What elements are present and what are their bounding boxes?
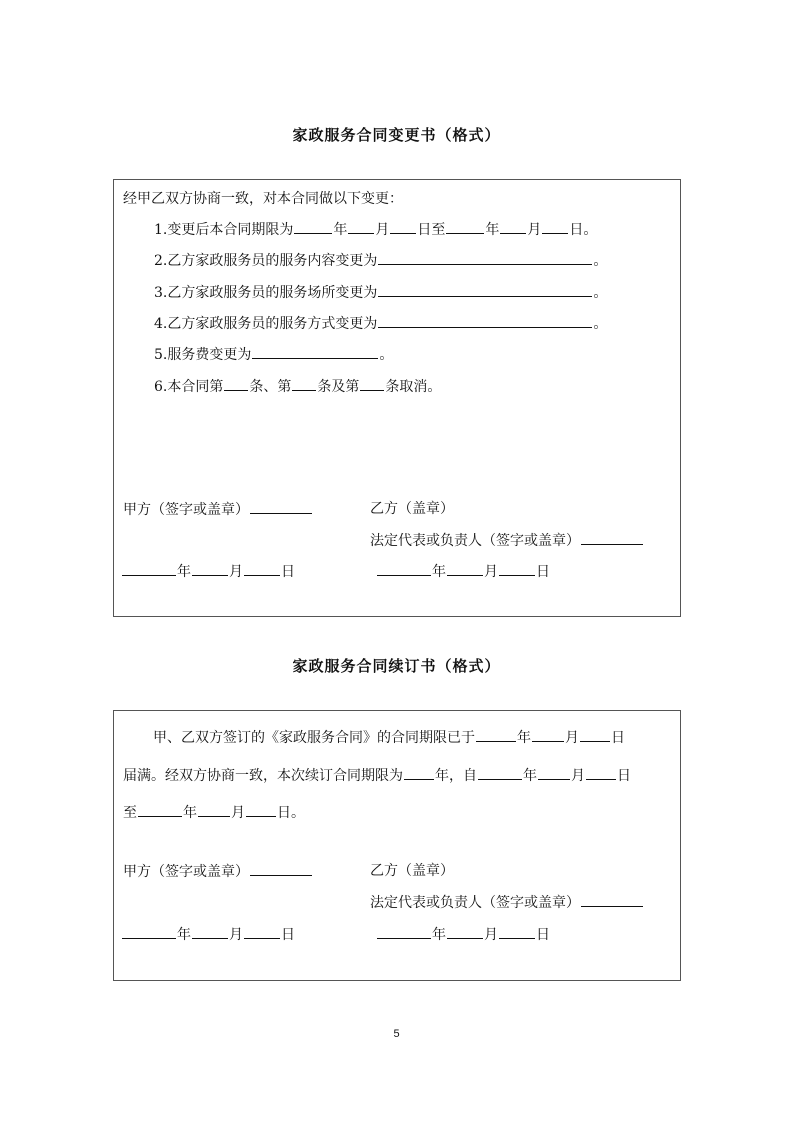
- renew-paragraph-1: 甲、乙双方签订的《家政服务合同》的合同期限已于 年 月 日: [153, 730, 625, 746]
- renew-end-day-blank[interactable]: [246, 803, 276, 817]
- renew-start-month-blank[interactable]: [538, 766, 570, 780]
- change-item-1: 1.变更后本合同期限为 年 月 日至 年 月 日。: [154, 222, 598, 238]
- renew-party-a-signature-blank[interactable]: [250, 862, 312, 876]
- start-month-blank[interactable]: [348, 220, 374, 234]
- party-b-month-blank[interactable]: [447, 562, 483, 576]
- renew-end-month-blank[interactable]: [198, 803, 230, 817]
- renew-party-b-month-blank[interactable]: [447, 925, 483, 939]
- clause-3-blank[interactable]: [360, 377, 384, 391]
- party-a-day-blank[interactable]: [244, 562, 280, 576]
- renew-start-day-blank[interactable]: [586, 766, 616, 780]
- renew-party-b-day-blank[interactable]: [499, 925, 535, 939]
- party-a-signature-blank[interactable]: [250, 500, 312, 514]
- renew-title: 家政服务合同续订书（格式）: [292, 657, 501, 675]
- clause-1-blank[interactable]: [224, 377, 248, 391]
- renew-rep: 法定代表或负责人（签字或盖章）: [370, 893, 644, 912]
- change-item-2: 2.乙方家政服务员的服务内容变更为 。: [154, 253, 608, 269]
- change-party-a-date: 年 月 日: [121, 562, 295, 581]
- renew-paragraph-3: 至 年 月 日。: [123, 805, 305, 821]
- clause-2-blank[interactable]: [292, 377, 316, 391]
- change-item-3: 3.乙方家政服务员的服务场所变更为 。: [154, 285, 608, 301]
- expire-year-blank[interactable]: [476, 728, 516, 742]
- change-rep: 法定代表或负责人（签字或盖章）: [370, 531, 644, 550]
- expire-day-blank[interactable]: [580, 728, 610, 742]
- end-month-blank[interactable]: [500, 220, 526, 234]
- renew-paragraph-2: 届满。经双方协商一致，本次续订合同期限为 年，自 年 月 日: [123, 768, 631, 784]
- renew-party-a-date: 年 月 日: [121, 925, 295, 944]
- service-fee-blank[interactable]: [252, 345, 378, 359]
- change-party-a: 甲方（签字或盖章）: [123, 500, 313, 519]
- service-place-blank[interactable]: [378, 283, 592, 297]
- party-a-year-blank[interactable]: [122, 562, 176, 576]
- expire-month-blank[interactable]: [532, 728, 564, 742]
- renew-rep-signature-blank[interactable]: [581, 893, 643, 907]
- renew-party-b-year-blank[interactable]: [377, 925, 431, 939]
- renew-start-year-blank[interactable]: [478, 766, 522, 780]
- renew-form-box: [113, 710, 681, 981]
- page-number: 5: [393, 1028, 400, 1040]
- change-item-4: 4.乙方家政服务员的服务方式变更为 。: [154, 316, 608, 332]
- start-year-blank[interactable]: [294, 220, 332, 234]
- renew-party-a: 甲方（签字或盖章）: [123, 862, 313, 881]
- change-party-b-date: 年 月 日: [376, 562, 550, 581]
- renew-term-blank[interactable]: [404, 766, 434, 780]
- change-intro: 经甲乙双方协商一致，对本合同做以下变更：: [123, 191, 403, 207]
- change-item-5: 5.服务费变更为 。: [154, 347, 394, 363]
- change-item-6: 6.本合同第 条、第 条及第 条取消。: [154, 379, 442, 395]
- change-title: 家政服务合同变更书（格式）: [292, 126, 501, 144]
- change-form-box: [113, 179, 681, 617]
- party-b-year-blank[interactable]: [377, 562, 431, 576]
- service-content-blank[interactable]: [378, 251, 592, 265]
- end-year-blank[interactable]: [446, 220, 484, 234]
- renew-end-year-blank[interactable]: [138, 803, 182, 817]
- party-b-day-blank[interactable]: [499, 562, 535, 576]
- renew-party-b-date: 年 月 日: [376, 925, 550, 944]
- renew-party-a-day-blank[interactable]: [244, 925, 280, 939]
- renew-party-b: 乙方（盖章）: [370, 863, 454, 879]
- rep-signature-blank[interactable]: [581, 531, 643, 545]
- end-day-blank[interactable]: [542, 220, 568, 234]
- change-party-b: 乙方（盖章）: [370, 501, 454, 517]
- renew-party-a-month-blank[interactable]: [192, 925, 228, 939]
- renew-party-a-year-blank[interactable]: [122, 925, 176, 939]
- service-method-blank[interactable]: [378, 314, 592, 328]
- party-a-month-blank[interactable]: [192, 562, 228, 576]
- start-day-blank[interactable]: [390, 220, 416, 234]
